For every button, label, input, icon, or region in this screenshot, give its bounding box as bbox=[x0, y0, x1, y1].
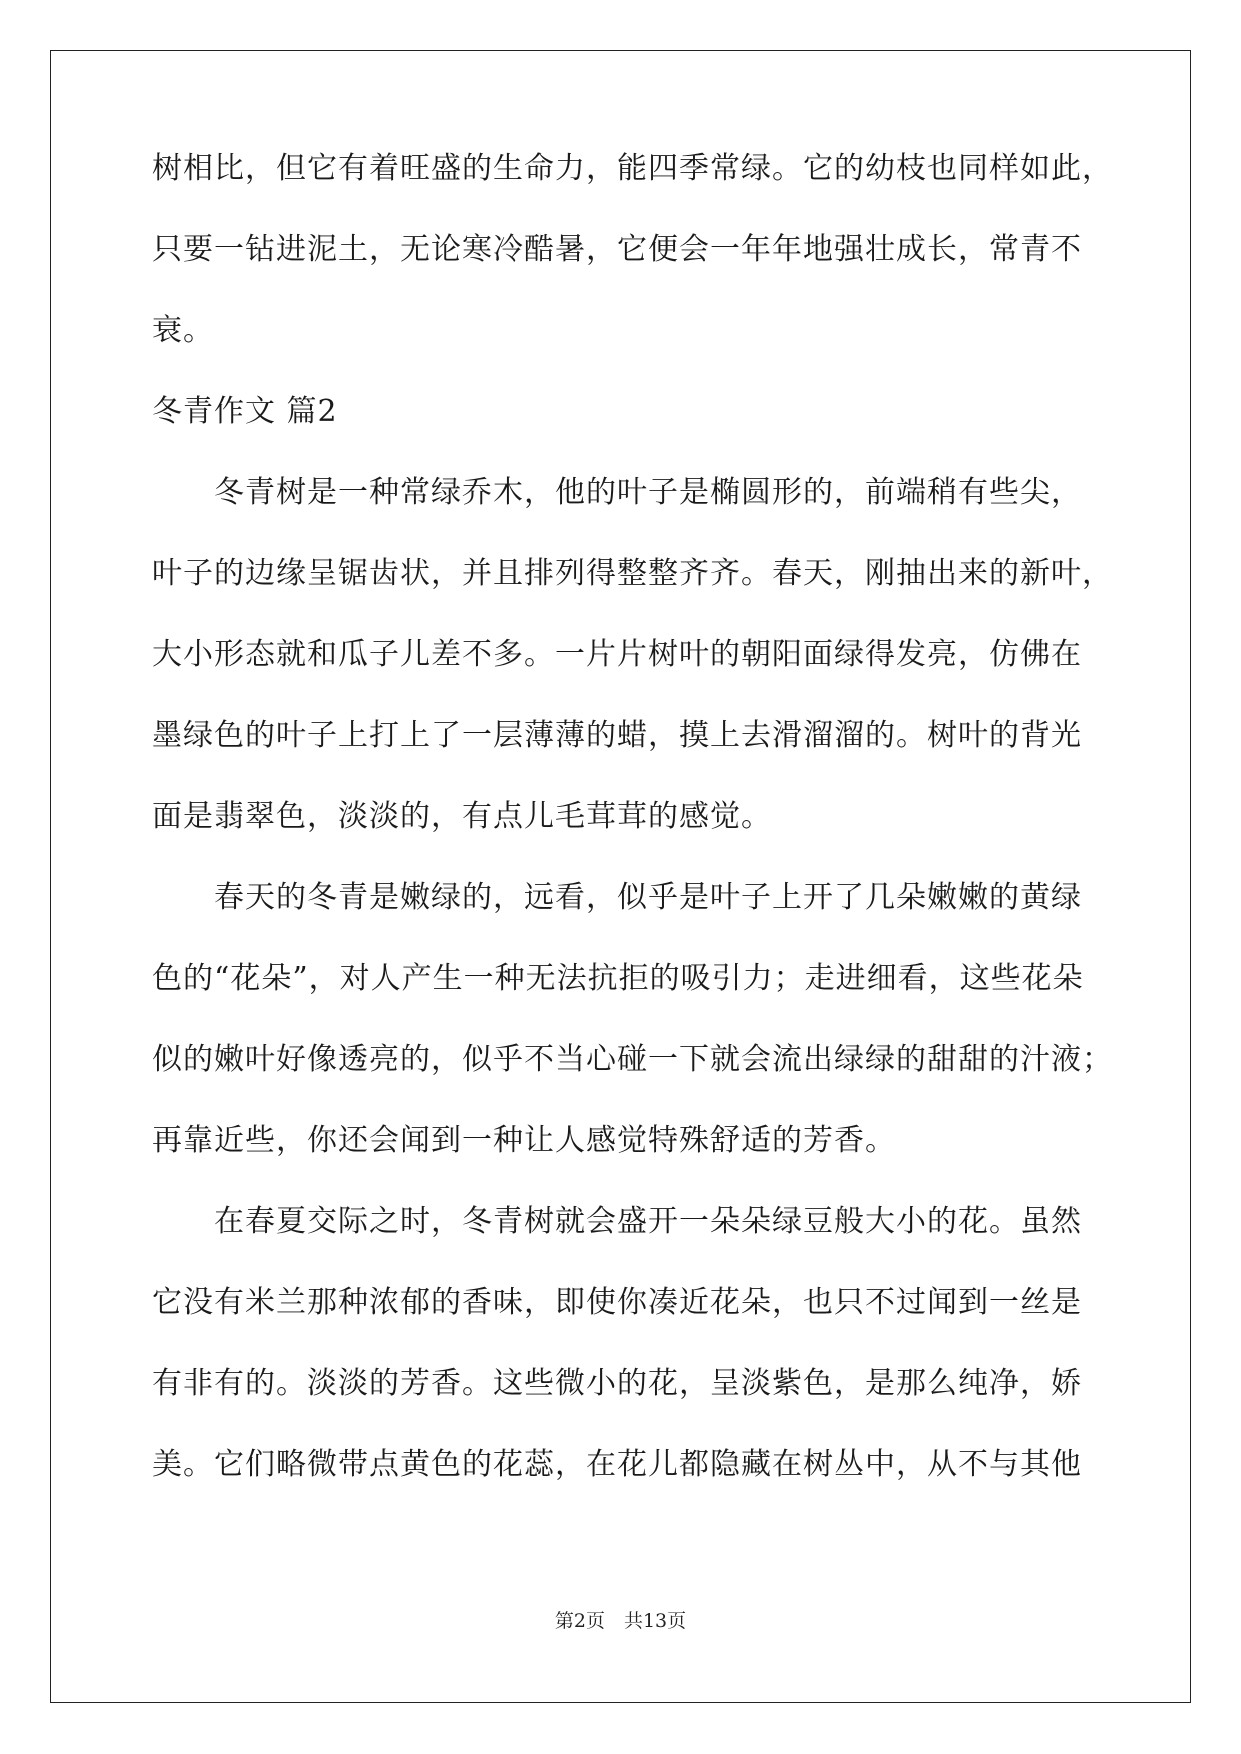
text-line: 大小形态就和瓜子儿差不多。一片片树叶的朝阳面绿得发亮，仿佛在 bbox=[152, 637, 1082, 672]
text-line: 衰。 bbox=[152, 313, 214, 348]
text-line: 色的“花朵”，对人产生一种无法抗拒的吸引力；走进细看，这些花朵 bbox=[152, 961, 1084, 996]
text-line: 美。它们略微带点黄色的花蕊，在花儿都隐藏在树丛中，从不与其他 bbox=[152, 1447, 1082, 1482]
document-body bbox=[152, 150, 1113, 1527]
text-line: 有非有的。淡淡的芳香。这些微小的花，呈淡紫色，是那么纯净，娇 bbox=[152, 1366, 1082, 1401]
text-line: 墨绿色的叶子上打上了一层薄薄的蜡，摸上去滑溜溜的。树叶的背光 bbox=[152, 718, 1082, 753]
text-line: 似的嫩叶好像透亮的，似乎不当心碰一下就会流出绿绿的甜甜的汁液； bbox=[152, 1042, 1113, 1077]
text-line: 它没有米兰那种浓郁的香味，即使你凑近花朵，也只不过闻到一丝是 bbox=[152, 1285, 1082, 1320]
text-line: 春天的冬青是嫩绿的，远看，似乎是叶子上开了几朵嫩嫩的黄绿 bbox=[214, 880, 1082, 915]
text-line: 冬青树是一种常绿乔木，他的叶子是椭圆形的，前端稍有些尖， bbox=[214, 475, 1082, 510]
text-line: 面是翡翠色，淡淡的，有点儿毛茸茸的感觉。 bbox=[152, 799, 772, 834]
text-line: 树相比，但它有着旺盛的生命力，能四季常绿。它的幼枝也同样如此， bbox=[152, 151, 1113, 186]
page-number-footer: 第2页 共13页 bbox=[554, 1610, 687, 1632]
text-line: 在春夏交际之时，冬青树就会盛开一朵朵绿豆般大小的花。虽然 bbox=[214, 1204, 1082, 1239]
text-line: 再靠近些，你还会闻到一种让人感觉特殊舒适的芳香。 bbox=[152, 1123, 896, 1158]
section-heading: 冬青作文 篇2 bbox=[152, 394, 338, 429]
text-line: 叶子的边缘呈锯齿状，并且排列得整整齐齐。春天，刚抽出来的新叶， bbox=[152, 556, 1113, 591]
text-line: 只要一钻进泥土，无论寒冷酷暑，它便会一年年地强壮成长，常青不 bbox=[152, 232, 1082, 267]
